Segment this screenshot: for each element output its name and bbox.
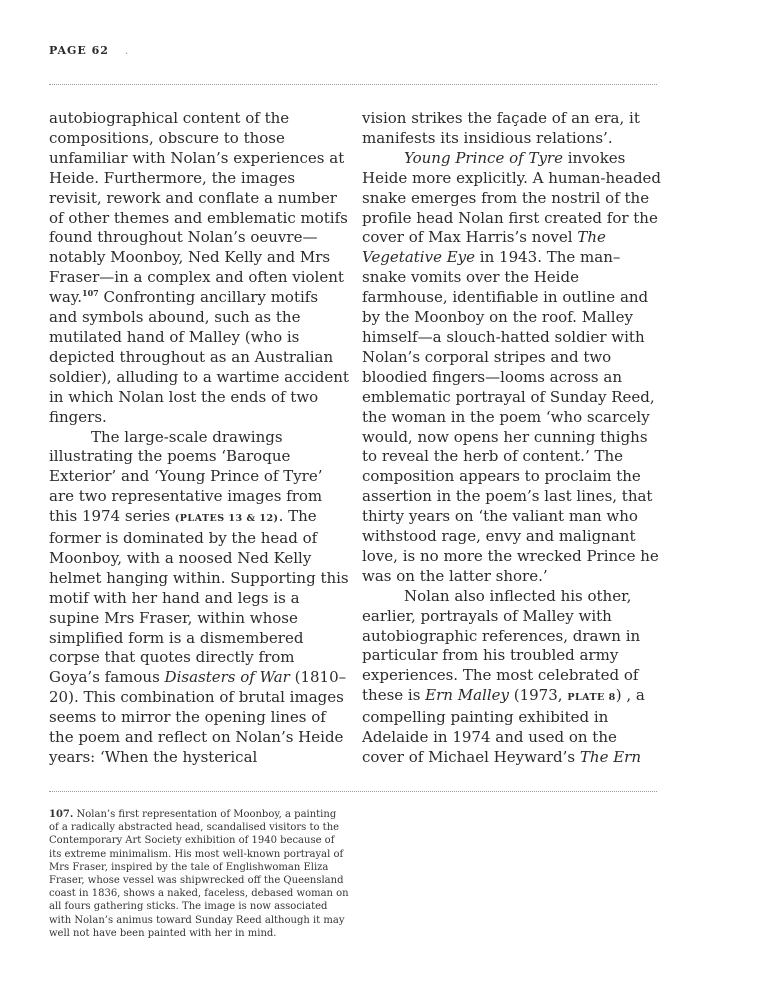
text-run: (1810–20). This combination of brutal images seems to mirror the opening lines of the poem and reflect on Nolan’s Heide years: ‘When the hysterical	[49, 668, 347, 766]
header-divider	[49, 84, 657, 85]
artwork-title: Ern Malley	[425, 686, 509, 705]
text-run: Nolan also inflected his other, earlier, portrayals of Malley with autobiographic references, drawn in particular from his troubled army experiences. The most celebrated of these is	[362, 586, 641, 705]
paragraph: vision strikes the façade of an era, it manifests its insidious relations’.	[362, 109, 640, 147]
running-header	[49, 44, 129, 57]
right-column	[362, 109, 662, 768]
footnote-text: Nolan’s first representation of Moonboy, a painting of a radically abstracted head, scandalised visitors to the Contemporary Art Society exhibition of 1940 because of its extreme minimalism. His most well-known portrayal of Mrs Fraser, inspired by the tale of Englishwoman Eliza Fraser, whose vessel was shipwrecked off the Queensland coast in 1836, shows a naked, faceless, debased woman on all fours gathering sticks. The image is now associated with Nolan’s animus toward Sunday Reed although it may well not have been painted with her in mind.	[49, 809, 349, 939]
footnote-number: 107.	[49, 809, 74, 820]
artwork-title: Disasters of War	[164, 668, 290, 687]
text-run: . The former is dominated by the head of Moonboy, with a noosed Ned Kelly helmet hanging within. Supporting this motif with her hand and legs is a supine Mrs Fraser, within whose simplified form is a dismembered corpse that quotes directly from Goya’s famous	[49, 507, 349, 687]
text-run: (1973,	[508, 686, 568, 705]
header-mark: .	[124, 44, 130, 57]
paragraph	[49, 428, 349, 768]
text-run: in 1943. The man–snake vomits over the Heide farmhouse, identifiable in outline and by the Moonboy on the roof. Malley himself—a slouch-hatted soldier with Nolan’s corporal stripes and two bloodied fingers—looms across an emblematic portrayal of Sunday Reed, the woman in the poem ‘who scarcely would, now opens her cunning thighs to reveal the herb of content.’ The composition appears to proclaim the assertion in the poem’s last lines, that thirty years on ‘the valiant man who withstood rage, envy and malignant love, is no more the wrecked Prince he was on the latter shore.’	[362, 248, 659, 585]
footnote	[49, 808, 349, 940]
artwork-title: Young Prince of Tyre	[404, 148, 563, 167]
text-run: The large-scale drawings illustrating the poems ‘Baroque Exterior’ and ‘Young Prince of Tyre’ are two representative images from this 1974 series	[49, 427, 323, 526]
text-run: invokes Heide more explicitly. A human-headed snake emerges from the nostril of the profile head Nolan first created for the cover of Max Harris’s novel	[362, 148, 662, 247]
book-title: The Vegetative Eye	[362, 228, 606, 267]
plate-reference: PLATE 8	[567, 692, 616, 704]
paragraph	[49, 109, 349, 428]
text-run: Confronting ancillary motifs and symbols abound, such as the mutilated hand of Malley (who is depicted throughout as an Australian soldier), alluding to a wartime accident in which Nolan lost the ends of two fingers.	[49, 288, 349, 426]
paragraph	[362, 149, 662, 587]
text-run: autobiographical content of the compositions, obscure to those unfamiliar with Nolan’s experiences at Heide. Furthermore, the images revisit, rework and conflate a number of other themes and emblematic motifs found throughout Nolan’s oeuvre—notably Moonboy, Ned Kelly and Mrs Fraser—in a complex and often violent way.	[49, 109, 348, 307]
footnote-reference[interactable]: 107	[82, 288, 99, 299]
footnote-divider	[49, 791, 657, 792]
text-run: ) , a compelling painting exhibited in Adelaide in 1974 and used on the cover of Michael Heyward’s	[362, 686, 645, 766]
page-number: PAGE 62	[49, 44, 109, 57]
paragraph	[362, 587, 662, 768]
book-title: The Ern	[579, 748, 641, 766]
left-column	[49, 109, 349, 768]
plate-reference: (PLATES 13 & 12)	[174, 513, 279, 525]
